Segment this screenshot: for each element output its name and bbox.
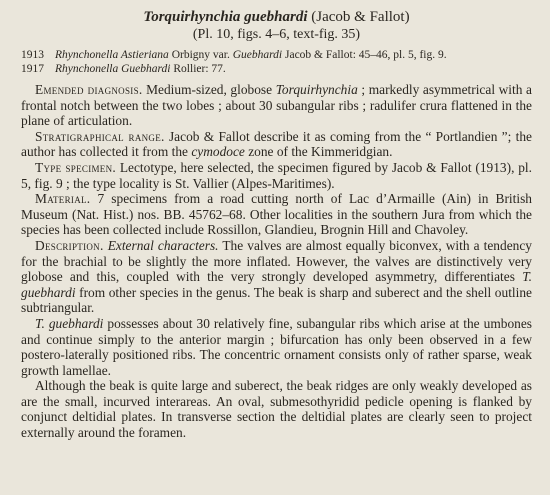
body-text: Medium-sized, globose (142, 82, 276, 97)
section-heading: Stratigraphical range. (35, 128, 165, 144)
material-paragraph (21, 191, 532, 238)
synonymy-citation: Rollier: 77. (170, 63, 226, 75)
body-text: 7 specimens from a road cutting north of Lac d’Armaille (Ain) in British Museum (Nat. Hist.) nos. BB. 45762–68. Other localities in the southern Jura from which the species has been collected include Rossillon, Glandieu, Brognin Hill and Chavoley. (21, 191, 532, 238)
type-specimen-paragraph (21, 160, 532, 191)
species-name: T. guebhardi (35, 315, 104, 331)
species-name: Torquirhynchia guebhardi (143, 9, 308, 25)
section-heading: Material. (35, 191, 91, 207)
beak-paragraph (21, 378, 532, 440)
genus-name: Torquirhynchia (275, 82, 358, 97)
species-name: T. guebhardi (21, 269, 532, 300)
ribs-paragraph (21, 316, 532, 378)
emended-diagnosis-paragraph (21, 82, 532, 129)
description-paragraph (21, 238, 532, 316)
zone-name: cymodoce (191, 144, 245, 160)
section-heading: Description. (35, 237, 104, 253)
synonymy-entry (21, 48, 532, 62)
body-text: Jacob & Fallot describe it as coming from the “ Portlandien ”; the author has collected it from the (21, 128, 532, 160)
species-title (21, 8, 532, 26)
synonymy-year: 1913 (21, 49, 44, 61)
stratigraphical-range-paragraph (21, 129, 532, 160)
section-heading: Emended diagnosis. (35, 82, 143, 97)
body-text: possesses about 30 relatively fine, subangular ribs which arise at the umbones and continue simply to the anterior margin ; bifurcation has only been observed in a few postero-laterally positioned ribs. The concentric ornament consists only of rather sparse, weak growth lamellae. (21, 315, 532, 378)
section-heading: Type specimen. (35, 159, 117, 175)
body-text: ; markedly asymmetrical with a frontal notch between the two lobes ; about 30 subangular ribs ; radulifer crura flattened in the plane of articulation. (21, 82, 532, 129)
synonymy-taxon: Rhynchonella Guebhardi (55, 63, 171, 75)
synonymy-text: Orbigny var. (168, 49, 233, 61)
synonymy-citation: Jacob & Fallot: 45–46, pl. 5, fig. 9. (282, 49, 447, 61)
body-text: Lectotype, here selected, the specimen figured by Jacob & Fallot (1913), pl. 5, fig. 9 ; the type locality is St. Vallier (Alpes-Maritimes). (21, 159, 532, 191)
figure-reference: (Pl. 10, figs. 4–6, text-fig. 35) (192, 27, 361, 42)
synonymy-variety: Guebhardi (232, 49, 283, 61)
species-authority: (Jacob & Fallot) (311, 9, 410, 25)
body-text: Although the beak is quite large and suberect, the beak ridges are only weakly developed as are the small, incurved interareas. An oval, submesothyridid pedicle opening is flanked by conjunct deltidial plates. In transverse section the deltidial plates are clearly seen to project externally around the foramen. (21, 378, 532, 441)
synonymy-taxon: Rhynchonella Astieriana (55, 49, 169, 61)
synonymy-year: 1917 (21, 63, 44, 75)
body-text: The valves are almost equally biconvex, with a tendency for the brachial to be slightly the more inflated. However, the valves are distinctively very globose and this, coupled with the very strongly developed asymmetry, differentiates (21, 237, 532, 285)
body-text: zone of the Kimmeridgian. (244, 144, 393, 160)
synonymy-entry (21, 62, 532, 76)
subsection-heading: External characters. (107, 237, 219, 253)
body-text: from other species in the genus. The beak is sharp and suberect and the shell outline subtriangular. (21, 284, 532, 316)
